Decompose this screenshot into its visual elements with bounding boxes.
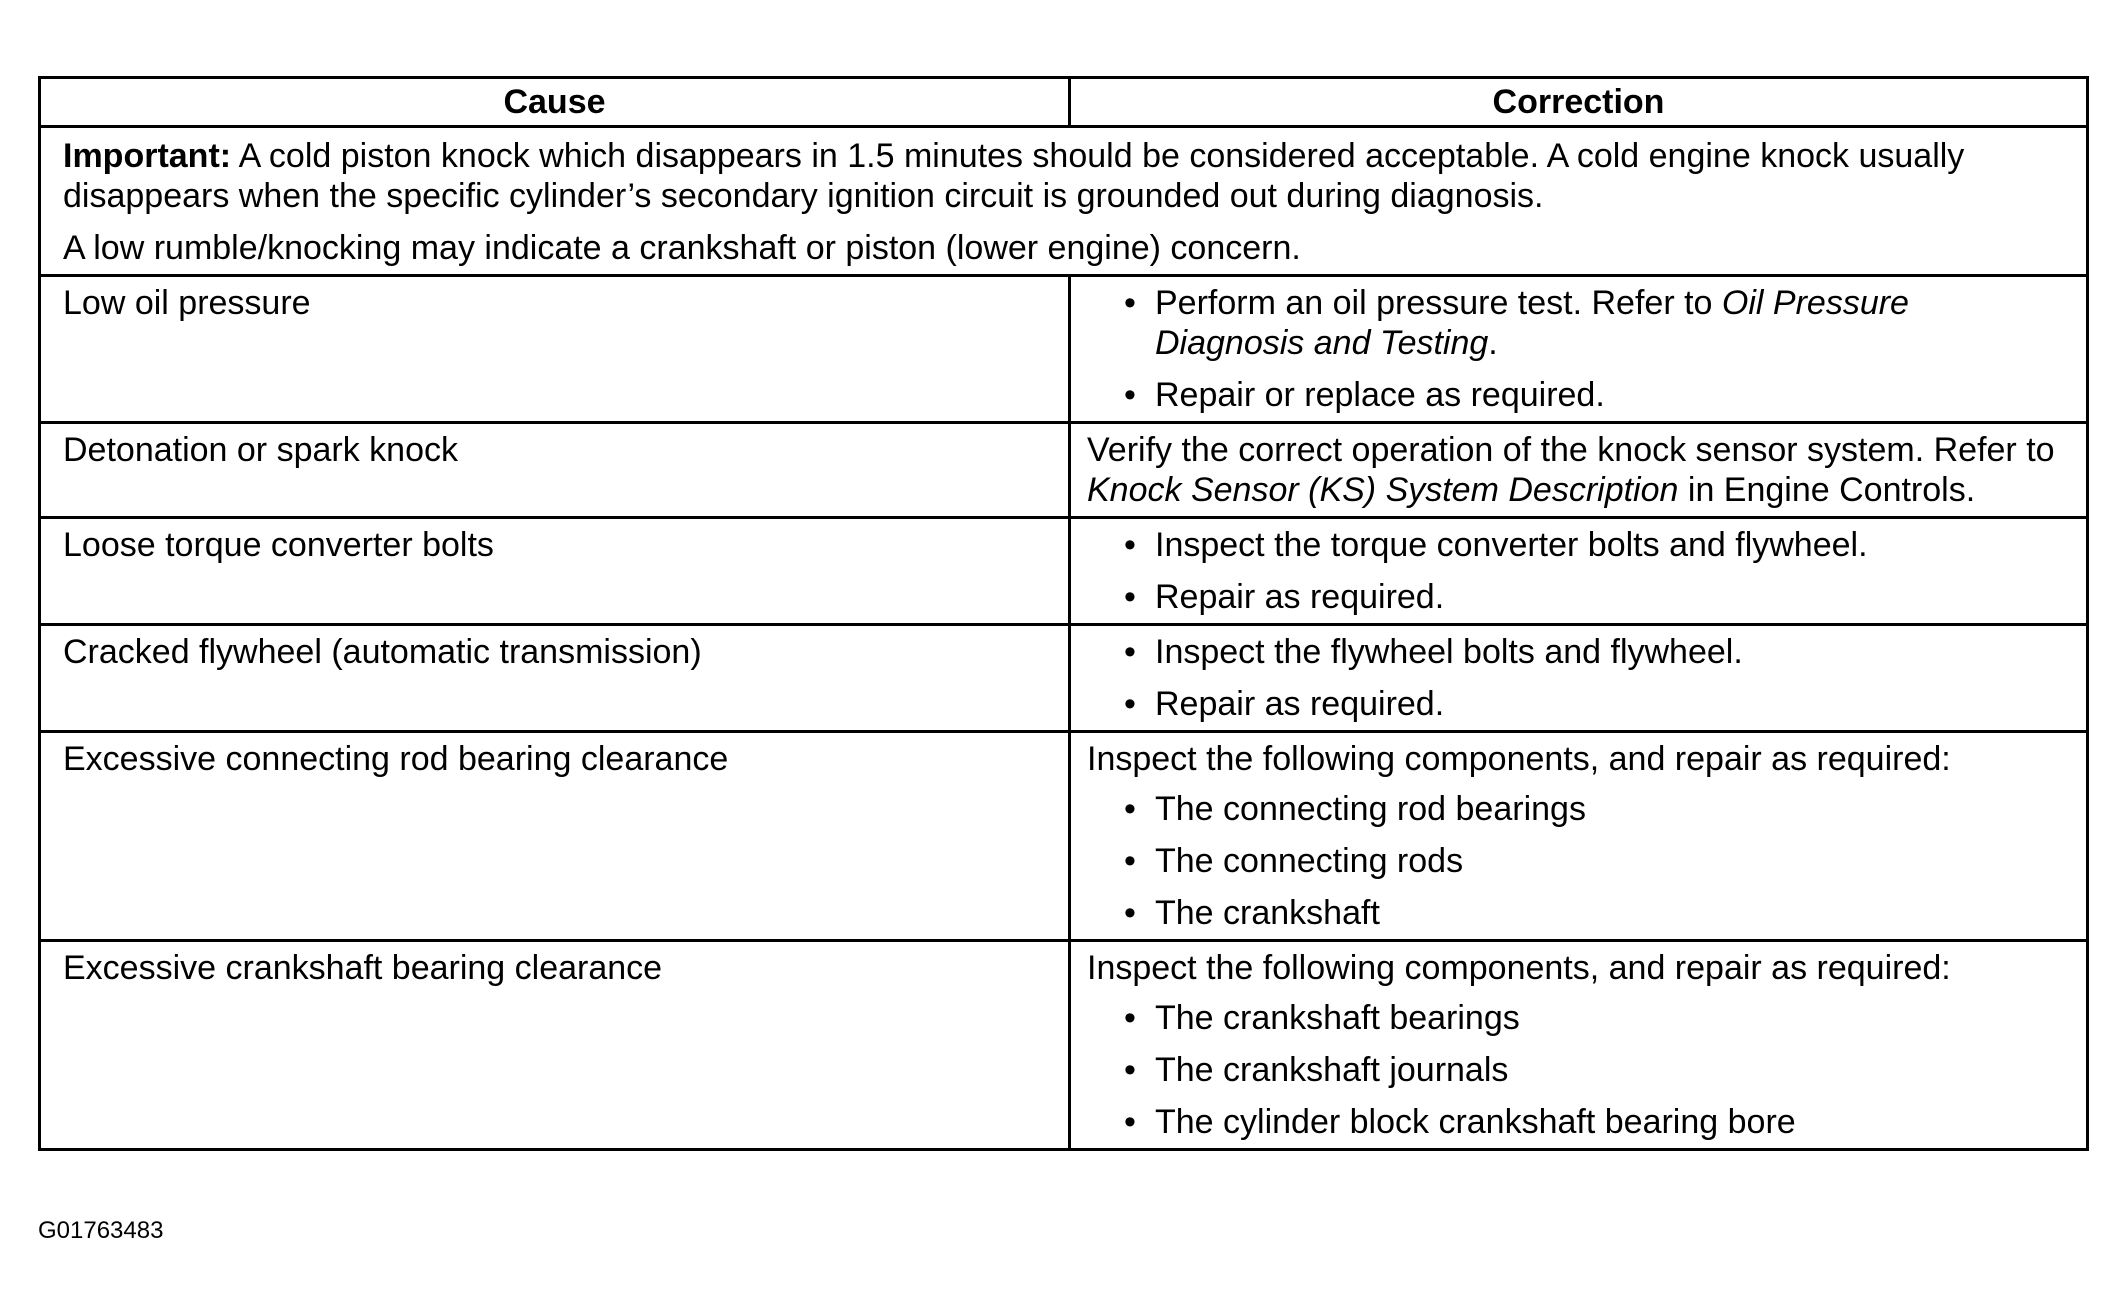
bullet-text-pre: Repair as required.	[1155, 578, 1445, 616]
bullet-icon: •	[1124, 842, 1136, 880]
correction-bullet-list	[1087, 283, 2066, 415]
correction-bullet-list	[1087, 998, 2066, 1142]
bullet-text-pre: The crankshaft journals	[1155, 1051, 1509, 1089]
list-item	[1087, 375, 2066, 415]
list-item	[1087, 684, 2066, 724]
bullet-icon: •	[1124, 1103, 1136, 1141]
list-item	[1087, 789, 2066, 829]
cause-cell: Loose torque converter bolts	[40, 518, 1070, 625]
bullet-icon: •	[1124, 633, 1136, 671]
correction-cell	[1070, 276, 2088, 423]
bullet-text-pre: Inspect the torque converter bolts and flywheel.	[1155, 526, 1868, 564]
correction-text-pre: Verify the correct operation of the knock sensor system. Refer to	[1087, 431, 2055, 469]
bullet-text-pre: Perform an oil pressure test. Refer to	[1155, 284, 1722, 322]
correction-bullet-list	[1087, 632, 2066, 724]
bullet-text-pre: The crankshaft bearings	[1155, 999, 1520, 1037]
bullet-icon: •	[1124, 999, 1136, 1037]
table-row	[40, 276, 2088, 423]
table-row	[40, 941, 2088, 1150]
bullet-icon: •	[1124, 578, 1136, 616]
list-item	[1087, 525, 2066, 565]
bullet-icon: •	[1124, 790, 1136, 828]
table-row	[40, 625, 2088, 732]
list-item	[1087, 1050, 2066, 1090]
cause-cell: Cracked flywheel (automatic transmission)	[40, 625, 1070, 732]
important-label: Important:	[63, 137, 232, 175]
correction-text-ital: Knock Sensor (KS) System Description	[1087, 471, 1679, 509]
correction-header: Correction	[1070, 78, 2088, 127]
header-row	[40, 78, 2088, 127]
correction-text-post: in Engine Controls.	[1678, 471, 1976, 509]
cause-cell: Excessive connecting rod bearing clearance	[40, 732, 1070, 941]
correction-bullet-list	[1087, 525, 2066, 617]
correction-bullet-list	[1087, 789, 2066, 933]
table-row	[40, 518, 2088, 625]
note-row	[40, 127, 2088, 276]
correction-cell	[1070, 732, 2088, 941]
list-item	[1087, 577, 2066, 617]
correction-cell	[1070, 625, 2088, 732]
list-item	[1087, 998, 2066, 1038]
rumble-note: A low rumble/knocking may indicate a crankshaft or piston (lower engine) concern.	[63, 229, 1301, 267]
bullet-text-pre: Inspect the flywheel bolts and flywheel.	[1155, 633, 1743, 671]
note-cell	[40, 127, 2088, 276]
correction-cell	[1070, 423, 2088, 518]
bullet-text-pre: Repair or replace as required.	[1155, 376, 1605, 414]
bullet-text-ital: Oil Pressure Diagnosis and Testing	[1155, 284, 1909, 362]
list-item	[1087, 841, 2066, 881]
bullet-text-pre: The cylinder block crankshaft bearing bore	[1155, 1103, 1796, 1141]
diagnosis-table	[38, 76, 2089, 1151]
bullet-text-post: .	[1488, 324, 1498, 362]
bullet-icon: •	[1124, 284, 1136, 322]
important-text: A cold piston knock which disappears in 1.5 minutes should be considered acceptable. A cold engine knock usually disappears when the specific cylinder’s secondary ignition circuit is grounded out during diagnosis.	[63, 137, 1965, 215]
bullet-text-pre: Repair as required.	[1155, 685, 1445, 723]
correction-cell	[1070, 941, 2088, 1150]
cause-header: Cause	[40, 78, 1070, 127]
bullet-text-pre: The crankshaft	[1155, 894, 1380, 932]
figure-id: G01763483	[38, 1217, 164, 1244]
bullet-text-pre: The connecting rods	[1155, 842, 1464, 880]
important-note	[63, 136, 2066, 216]
list-item	[1087, 632, 2066, 672]
correction-intro: Inspect the following components, and repair as required:	[1087, 949, 1951, 987]
list-item	[1087, 1102, 2066, 1142]
bullet-icon: •	[1124, 526, 1136, 564]
cause-cell: Low oil pressure	[40, 276, 1070, 423]
bullet-icon: •	[1124, 685, 1136, 723]
correction-text	[1087, 430, 2066, 510]
table-row	[40, 732, 2088, 941]
bullet-text-pre: The connecting rod bearings	[1155, 790, 1586, 828]
bullet-icon: •	[1124, 1051, 1136, 1089]
list-item	[1087, 283, 2066, 363]
table-row	[40, 423, 2088, 518]
cause-cell: Detonation or spark knock	[40, 423, 1070, 518]
bullet-icon: •	[1124, 894, 1136, 932]
list-item	[1087, 893, 2066, 933]
correction-cell	[1070, 518, 2088, 625]
cause-cell: Excessive crankshaft bearing clearance	[40, 941, 1070, 1150]
correction-intro: Inspect the following components, and repair as required:	[1087, 740, 1951, 778]
bullet-icon: •	[1124, 376, 1136, 414]
